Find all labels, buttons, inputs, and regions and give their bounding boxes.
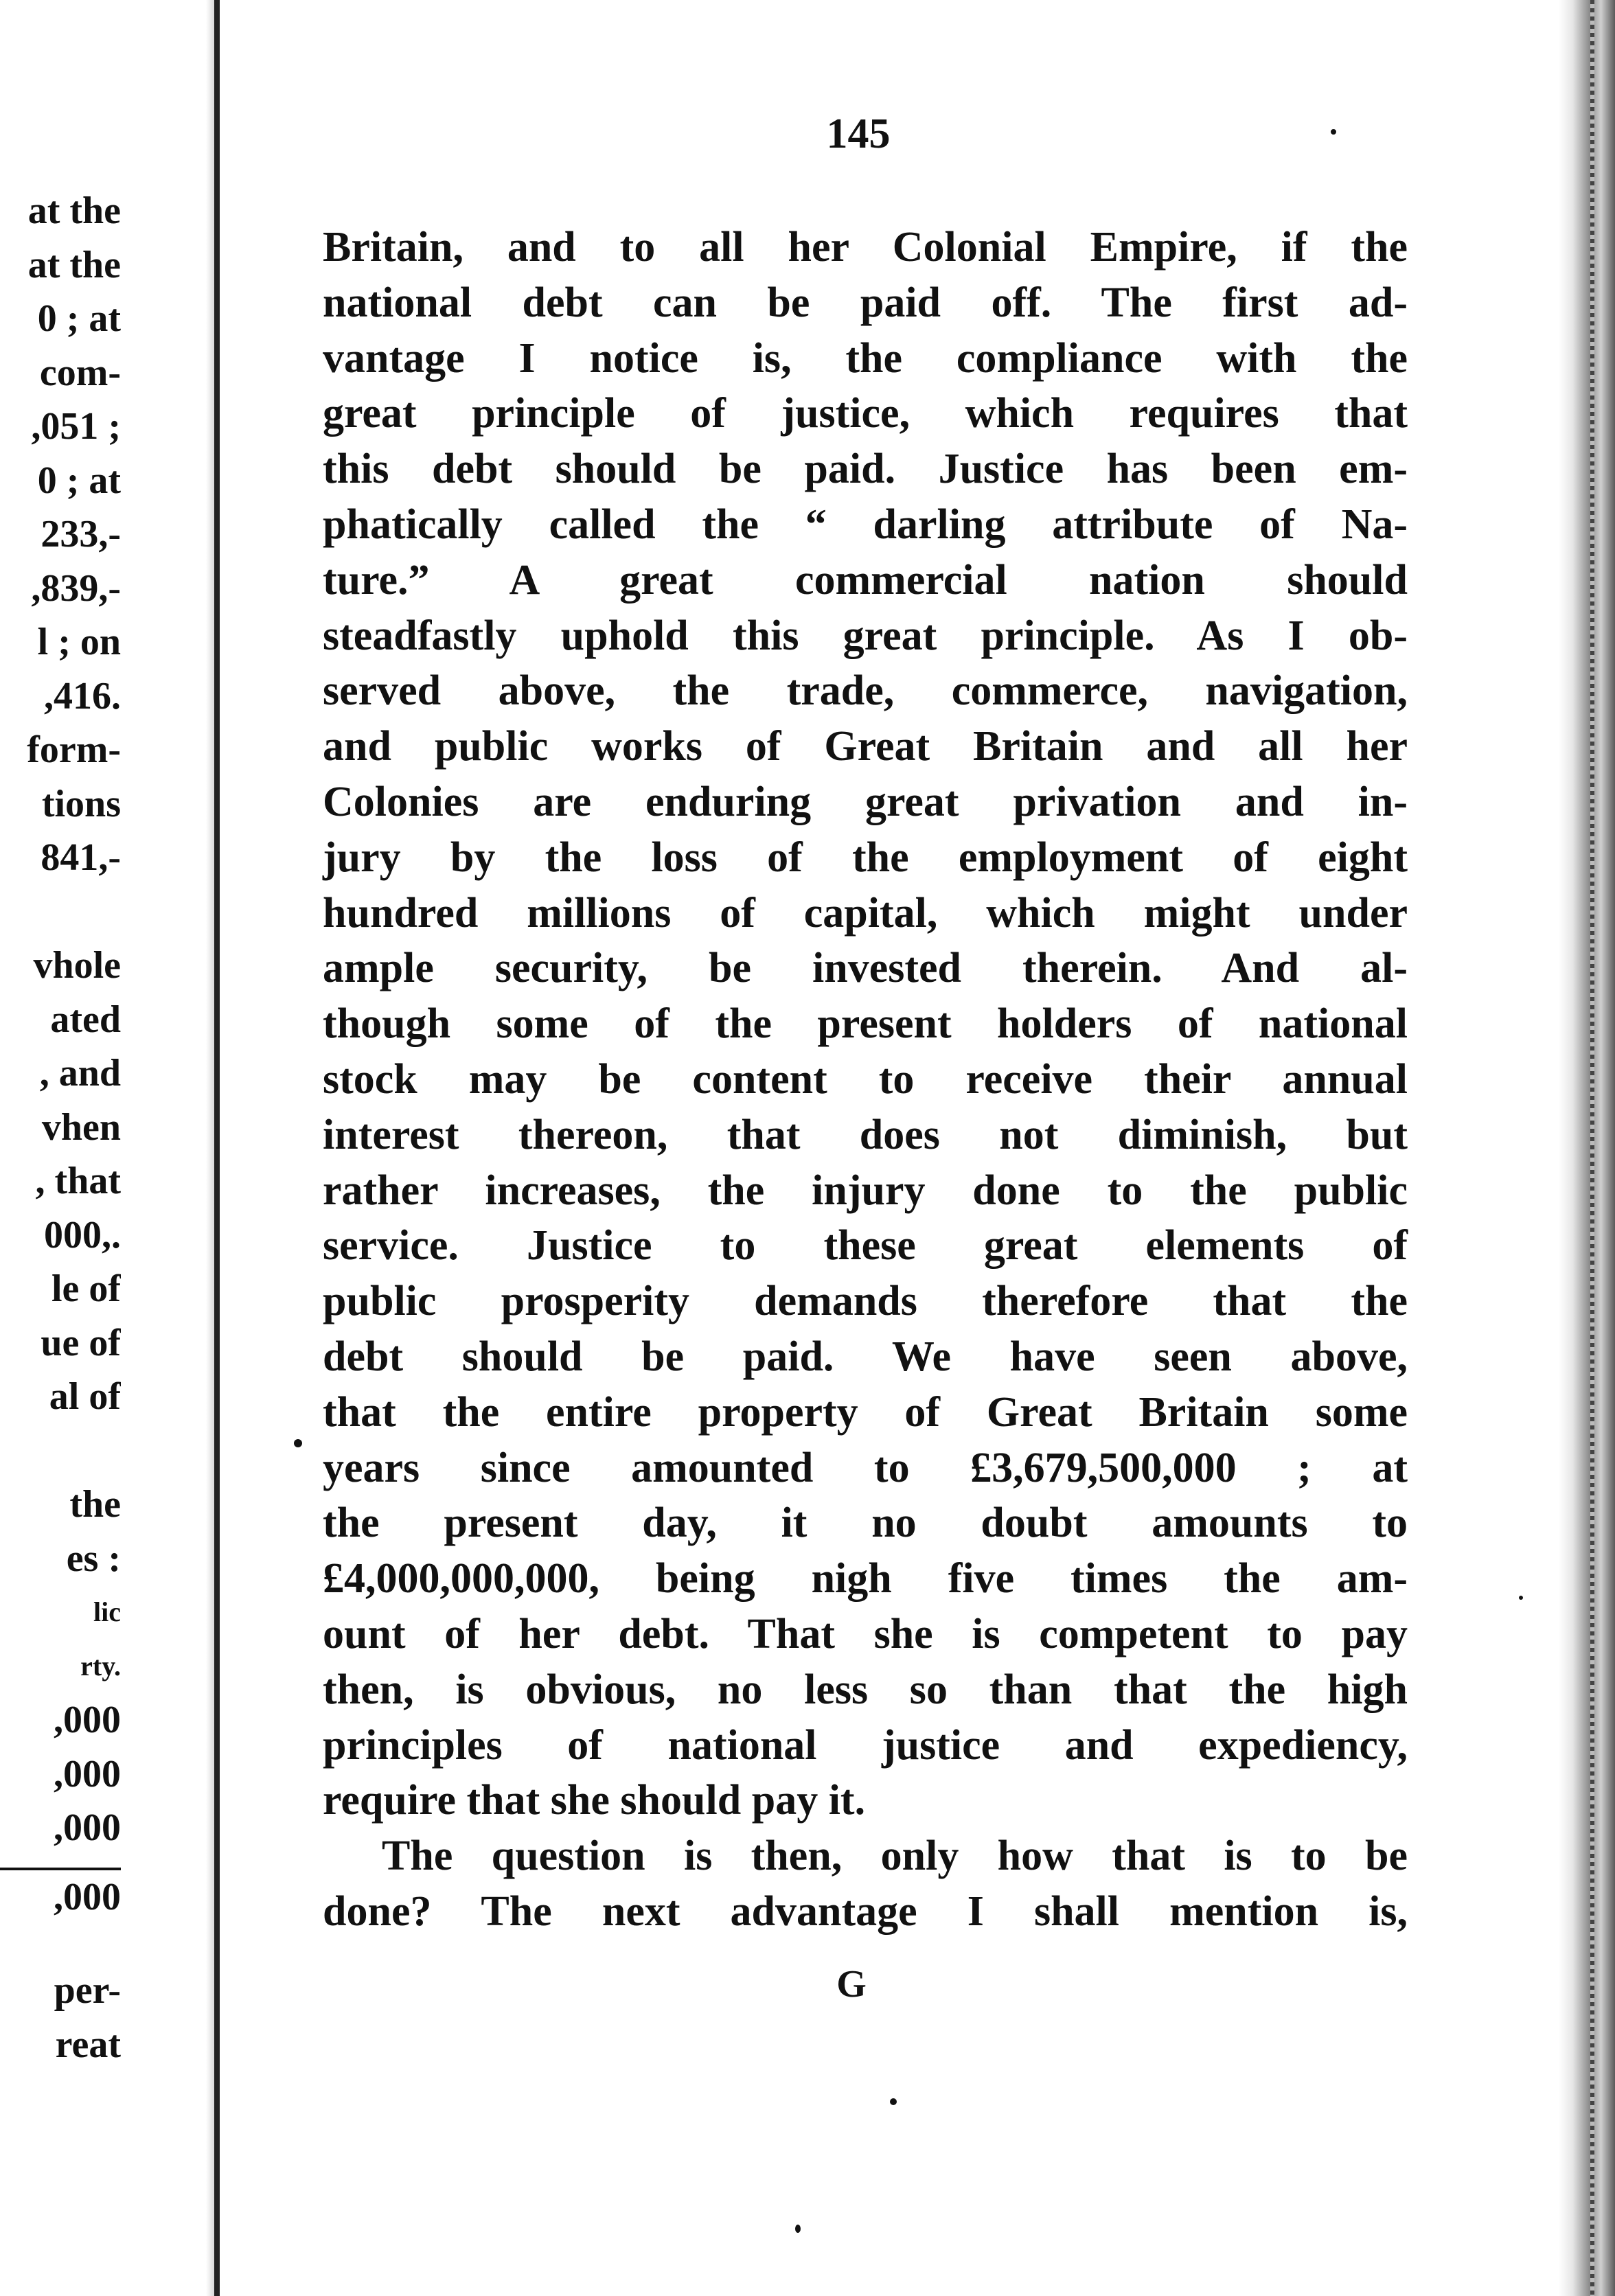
- text-line: jury by the loss of the employment of eight: [323, 834, 1408, 881]
- text-line: phatically called the “ darling attribute of Na-: [323, 501, 1408, 548]
- text-line: hundred millions of capital, which might under: [323, 889, 1408, 937]
- fragment-line: rty.: [80, 1650, 121, 1681]
- fragment-line: , that: [35, 1160, 121, 1202]
- text-line: done? The next advantage I shall mention is,: [323, 1887, 1408, 1935]
- text-line: then, is obvious, no less so than that the high: [323, 1666, 1408, 1713]
- text-line: served above, the trade, commerce, navigation,: [323, 667, 1408, 715]
- text-line: Britain, and to all her Colonial Empire, if the: [323, 224, 1408, 271]
- fragment-line: lic: [93, 1596, 121, 1627]
- fragment-line: ,051 ;: [31, 405, 121, 448]
- fragment-line: ,839,-: [31, 566, 121, 610]
- text-line: public prosperity demands therefore that the: [323, 1278, 1408, 1325]
- page-edge: [1559, 0, 1615, 2296]
- ink-speck: [1519, 1596, 1523, 1600]
- text-line: national debt can be paid off. The first ad-: [323, 279, 1408, 326]
- fragment-line: tions: [41, 782, 121, 825]
- text-line: that the entire property of Great Britain some: [323, 1388, 1408, 1436]
- ink-speck: [890, 2098, 897, 2105]
- fragment-line: l ; on: [37, 621, 121, 663]
- text-line: Colonies are enduring great privation and in-: [323, 778, 1408, 825]
- fragment-line: at the: [27, 243, 121, 286]
- text-line: stock may be content to receive their annual: [323, 1055, 1408, 1103]
- fragment-line: 0 ; at: [37, 297, 121, 340]
- fragment-line: ,000: [54, 1806, 121, 1849]
- text-line: £4,000,000,000, being nigh five times the am-: [323, 1555, 1408, 1603]
- text-line: steadfastly uphold this great principle. As I ob-: [323, 612, 1408, 659]
- fragment-line: ated: [50, 998, 121, 1041]
- text-line: require that she should pay it.: [323, 1777, 866, 1824]
- signature-mark: G: [836, 1963, 867, 2006]
- fragment-line: at the: [27, 190, 121, 232]
- fragment-line: , and: [39, 1052, 121, 1094]
- fragment-line: [0, 885, 121, 939]
- text-line: vantage I notice is, the compliance with the: [323, 334, 1408, 382]
- fragment-line: 000,.: [44, 1213, 121, 1256]
- fragment-line: com-: [39, 351, 121, 394]
- text-line: great principle of justice, which requires that: [323, 390, 1408, 437]
- text-line: ample security, be invested therein. And al-: [323, 945, 1408, 992]
- facing-page-fragments: [0, 184, 121, 2071]
- ink-speck: [1331, 129, 1336, 135]
- fragment-line: ,000: [0, 1868, 121, 1910]
- fragment-line: 0 ; at: [37, 459, 121, 502]
- ink-speck: [795, 2225, 801, 2233]
- fragment-line: es :: [66, 1537, 121, 1580]
- text-line: years since amounted to £3,679,500,000 ; at: [323, 1444, 1408, 1491]
- fragment-line: per-: [54, 1969, 121, 2012]
- fragment-line: the: [69, 1483, 121, 1526]
- fragment-line: ue of: [41, 1321, 121, 1364]
- fragment-line: ,000: [54, 1752, 121, 1795]
- gutter-shadow: [206, 0, 214, 2296]
- fragment-line: al of: [49, 1375, 121, 1418]
- text-line: interest thereon, that does not diminish, but: [323, 1111, 1408, 1158]
- text-line: the present day, it no doubt amounts to: [323, 1500, 1408, 1547]
- ink-speck: [294, 1439, 302, 1447]
- fragment-line: le of: [51, 1267, 121, 1310]
- page-number: 145: [826, 111, 891, 157]
- text-line: ount of her debt. That she is competent to pay: [323, 1610, 1408, 1657]
- text-line: this debt should be paid. Justice has been em-: [323, 446, 1408, 493]
- text-line: principles of national justice and expediency,: [323, 1721, 1408, 1769]
- body-text: [323, 220, 1408, 1940]
- text-line: The question is then, only how that is to be: [382, 1833, 1408, 1880]
- fragment-line: ,000: [54, 1699, 121, 1741]
- text-line: and public works of Great Britain and all her: [323, 723, 1408, 770]
- text-line: service. Justice to these great elements of: [323, 1222, 1408, 1270]
- text-line: rather increases, the injury done to the public: [323, 1167, 1408, 1214]
- fragment-line: vhen: [41, 1105, 121, 1149]
- fragment-line: ,416.: [44, 674, 121, 718]
- text-line: though some of the present holders of national: [323, 1000, 1408, 1048]
- page-gutter: [214, 0, 220, 2296]
- fragment-line: form-: [27, 728, 121, 771]
- text-line: debt should be paid. We have seen above,: [323, 1333, 1408, 1380]
- fragment-line: reat: [55, 2023, 121, 2066]
- fragment-line: 841,-: [41, 836, 121, 879]
- fragment-line: vhole: [33, 944, 121, 987]
- text-line: ture.” A great commercial nation should: [323, 556, 1408, 604]
- fragment-line: [0, 1424, 121, 1478]
- fragment-line: 233,-: [41, 513, 121, 555]
